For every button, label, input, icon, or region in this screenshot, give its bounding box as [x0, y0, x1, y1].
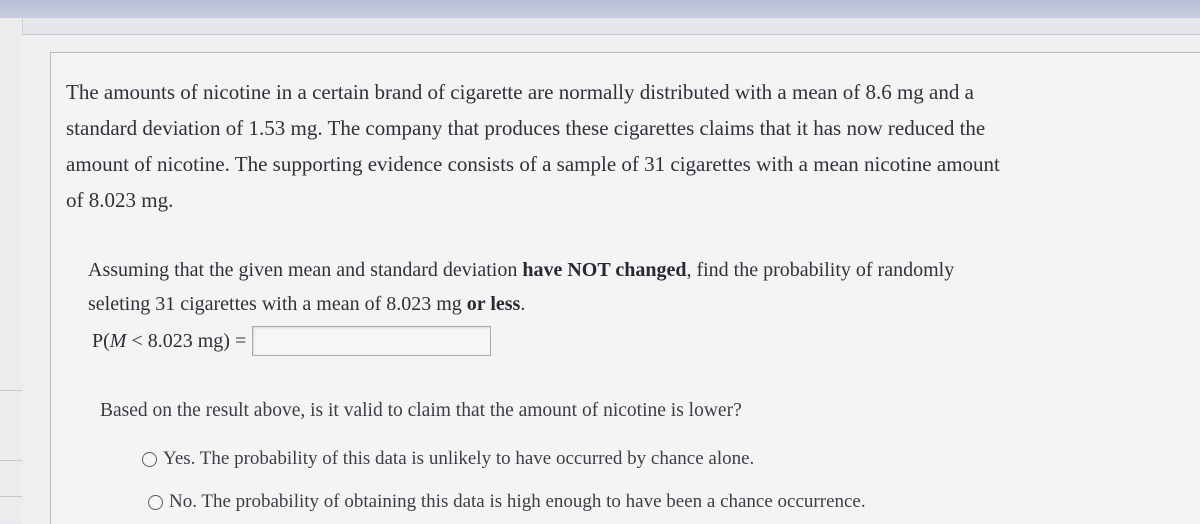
- option-yes-label: Yes. The probability of this data is unlikely to have occurred by chance alone.: [163, 448, 755, 469]
- part-a-emphasis: have NOT changed: [522, 259, 687, 281]
- problem-line: amount of nicotine. The supporting evidence consists of a sample of 31 cigarettes with a mean nicotine amount: [66, 152, 1000, 176]
- probability-row: [92, 326, 491, 356]
- probability-label: [92, 330, 246, 353]
- prob-prefix: P(: [92, 329, 110, 352]
- part-a-line-1: [88, 253, 954, 287]
- part-b-question: Based on the result above, is it valid to claim that the amount of nicotine is lower?: [100, 400, 742, 421]
- left-gutter: [0, 18, 23, 523]
- problem-line: The amounts of nicotine in a certain brand of cigarette are normally distributed with a mean of 8.6 mg and a: [66, 80, 974, 104]
- part-a-text: seleting 31 cigarettes with a mean of 8.023 mg: [88, 293, 467, 315]
- problem-statement: [66, 74, 1000, 218]
- prob-suffix: < 8.023 mg) =: [126, 329, 247, 352]
- part-a-question: [88, 253, 954, 321]
- gutter-tick: [0, 390, 22, 391]
- option-no-label: No. The probability of obtaining this data is high enough to have been a chance occurrence.: [169, 491, 866, 512]
- option-no[interactable]: [148, 491, 866, 513]
- problem-line: of 8.023 mg.: [66, 188, 174, 212]
- part-a-line-2: [88, 287, 954, 321]
- part-a-text: .: [520, 293, 526, 315]
- part-a-emphasis: or less: [466, 293, 521, 315]
- probability-answer-input[interactable]: [252, 326, 491, 356]
- option-yes[interactable]: [142, 448, 754, 470]
- part-a-text: , find the probability of randomly: [686, 259, 955, 281]
- radio-icon[interactable]: [142, 452, 157, 467]
- top-strip: [0, 0, 1200, 18]
- gutter-tick: [0, 496, 22, 497]
- part-a-text: Assuming that the given mean and standard deviation: [88, 259, 523, 281]
- prob-variable: M: [109, 329, 127, 352]
- radio-icon[interactable]: [148, 495, 163, 510]
- gutter-tick: [0, 460, 22, 461]
- problem-line: standard deviation of 1.53 mg. The company that produces these cigarettes claims that it has now reduced the: [66, 116, 986, 140]
